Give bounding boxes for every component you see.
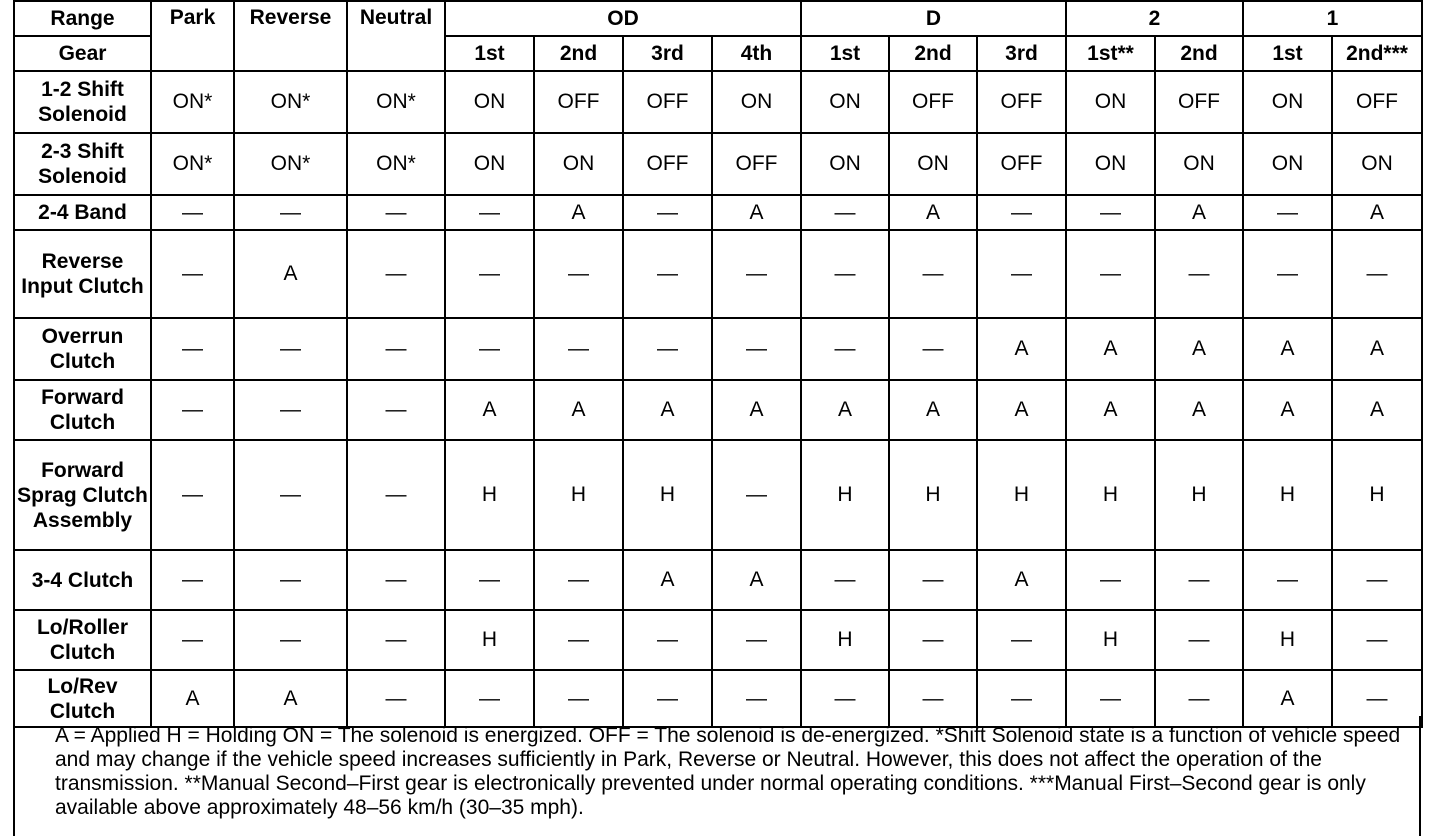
table-cell: —: [712, 318, 801, 380]
range-2: 2: [1066, 1, 1243, 36]
table-cell: A: [1243, 670, 1332, 727]
table-row: [14, 610, 1422, 670]
table-cell: ON: [445, 133, 534, 195]
table-cell: A: [1155, 318, 1243, 380]
table-cell: A: [1243, 318, 1332, 380]
table-cell: A: [234, 230, 347, 318]
table-cell: ON*: [234, 133, 347, 195]
table-cell: —: [1332, 230, 1422, 318]
table-cell: —: [151, 318, 234, 380]
table-cell: ON*: [347, 133, 445, 195]
table-cell: OFF: [623, 71, 712, 133]
table-cell: —: [234, 440, 347, 550]
table-cell: —: [977, 230, 1066, 318]
table-cell: A: [623, 550, 712, 610]
table-cell: —: [623, 610, 712, 670]
table-row: [14, 550, 1422, 610]
table-cell: —: [1155, 230, 1243, 318]
table-cell: A: [151, 670, 234, 727]
table-cell: —: [1155, 670, 1243, 727]
table-cell: ON: [1332, 133, 1422, 195]
table-cell: —: [445, 550, 534, 610]
row-label: 1-2 Shift Solenoid: [14, 71, 151, 133]
table-cell: —: [347, 670, 445, 727]
table-cell: A: [1155, 195, 1243, 230]
table-cell: —: [347, 195, 445, 230]
table-cell: A: [1066, 318, 1155, 380]
table-cell: ON: [1066, 133, 1155, 195]
table-cell: OFF: [977, 71, 1066, 133]
gear-cell: 3rd: [977, 36, 1066, 71]
table-cell: —: [151, 550, 234, 610]
table-row: [14, 318, 1422, 380]
table-cell: —: [623, 670, 712, 727]
table-cell: OFF: [889, 71, 977, 133]
table-cell: A: [534, 195, 623, 230]
table-row: [14, 71, 1422, 133]
table-cell: A: [623, 380, 712, 440]
table-cell: A: [889, 380, 977, 440]
range-reverse: Reverse: [234, 1, 347, 71]
table-cell: —: [445, 230, 534, 318]
table-cell: —: [151, 380, 234, 440]
table-cell: H: [1066, 440, 1155, 550]
table-cell: A: [1066, 380, 1155, 440]
table-cell: —: [347, 380, 445, 440]
footnote-text: A = Applied H = Holding ON = The solenoid is energized. OFF = The solenoid is de-energized. *Shift Solenoid state is a function of vehicle speed and may change if the vehicle speed increases sufficiently in Park, Reverse or Neutral. However, this does not affect the operation of the transmission. **Manual Second–First gear is electronically prevented under normal operating conditions. ***Manual First–Second gear is only available above approximately 48–56 km/h (30–35 mph).: [55, 724, 1401, 819]
table-cell: —: [234, 318, 347, 380]
table-cell: H: [1332, 440, 1422, 550]
table-cell: ON*: [347, 71, 445, 133]
range-od: OD: [445, 1, 801, 36]
table-cell: —: [1332, 610, 1422, 670]
table-cell: —: [889, 610, 977, 670]
table-cell: —: [623, 318, 712, 380]
table-cell: —: [445, 195, 534, 230]
table-cell: —: [712, 610, 801, 670]
table-cell: A: [801, 380, 889, 440]
gear-cell: 3rd: [623, 36, 712, 71]
range-1: 1: [1243, 1, 1422, 36]
row-label: 2-4 Band: [14, 195, 151, 230]
table-cell: A: [889, 195, 977, 230]
table-cell: ON*: [151, 71, 234, 133]
table-row: [14, 380, 1422, 440]
table-cell: —: [234, 380, 347, 440]
table-cell: —: [347, 230, 445, 318]
range-park: Park: [151, 1, 234, 71]
table-cell: —: [534, 670, 623, 727]
table-cell: —: [623, 230, 712, 318]
table-cell: —: [801, 195, 889, 230]
table-cell: A: [234, 670, 347, 727]
table-cell: H: [623, 440, 712, 550]
table-cell: A: [1332, 380, 1422, 440]
row-label: Lo/Rev Clutch: [14, 670, 151, 727]
table-cell: A: [1332, 318, 1422, 380]
gear-cell: 2nd***: [1332, 36, 1422, 71]
table-cell: —: [977, 195, 1066, 230]
table-cell: —: [234, 610, 347, 670]
table-cell: H: [1066, 610, 1155, 670]
table-cell: —: [801, 670, 889, 727]
table-cell: H: [801, 610, 889, 670]
table-cell: —: [445, 318, 534, 380]
table-cell: A: [977, 380, 1066, 440]
clutch-application-table: [13, 0, 1423, 728]
table-cell: —: [1332, 670, 1422, 727]
table-row: [14, 230, 1422, 318]
table-cell: —: [347, 440, 445, 550]
gear-cell: 2nd: [889, 36, 977, 71]
range-header-row: [14, 1, 1422, 36]
footnote-box: [13, 716, 1421, 836]
gear-label: Gear: [14, 36, 151, 71]
table-cell: —: [1066, 670, 1155, 727]
table-cell: OFF: [534, 71, 623, 133]
table-cell: A: [445, 380, 534, 440]
table-cell: —: [534, 230, 623, 318]
row-label: Overrun Clutch: [14, 318, 151, 380]
table-cell: ON: [534, 133, 623, 195]
row-label: 2-3 Shift Solenoid: [14, 133, 151, 195]
table-cell: ON*: [151, 133, 234, 195]
gear-cell: 1st: [801, 36, 889, 71]
table-cell: A: [712, 195, 801, 230]
table-cell: —: [1155, 550, 1243, 610]
table-cell: ON: [889, 133, 977, 195]
table-cell: ON: [1243, 133, 1332, 195]
range-label: Range: [14, 1, 151, 36]
table-cell: OFF: [977, 133, 1066, 195]
table-cell: H: [1243, 440, 1332, 550]
table-cell: ON: [1155, 133, 1243, 195]
table-cell: —: [1155, 610, 1243, 670]
table-cell: A: [712, 380, 801, 440]
table-cell: —: [534, 610, 623, 670]
table-cell: —: [801, 230, 889, 318]
table-cell: —: [1332, 550, 1422, 610]
table-cell: H: [801, 440, 889, 550]
table-cell: —: [1066, 195, 1155, 230]
table-row: [14, 195, 1422, 230]
gear-cell: 1st: [445, 36, 534, 71]
table-cell: ON*: [234, 71, 347, 133]
table-cell: A: [1332, 195, 1422, 230]
table-cell: —: [712, 670, 801, 727]
table-row: [14, 133, 1422, 195]
table-cell: —: [234, 195, 347, 230]
table-cell: —: [347, 610, 445, 670]
table-cell: OFF: [623, 133, 712, 195]
table-cell: ON: [1066, 71, 1155, 133]
table-row: [14, 440, 1422, 550]
table-cell: —: [889, 550, 977, 610]
table-cell: —: [151, 230, 234, 318]
table-cell: —: [889, 670, 977, 727]
row-label: Lo/Roller Clutch: [14, 610, 151, 670]
table-cell: —: [151, 195, 234, 230]
table-cell: A: [712, 550, 801, 610]
table-cell: OFF: [1332, 71, 1422, 133]
table-cell: H: [1243, 610, 1332, 670]
range-d: D: [801, 1, 1066, 36]
table-cell: —: [1243, 550, 1332, 610]
table-cell: H: [534, 440, 623, 550]
table-cell: ON: [1243, 71, 1332, 133]
table-cell: H: [1155, 440, 1243, 550]
table-cell: ON: [712, 71, 801, 133]
row-label: Forward Sprag Clutch Assembly: [14, 440, 151, 550]
table-cell: —: [534, 318, 623, 380]
table-cell: OFF: [712, 133, 801, 195]
row-label: 3-4 Clutch: [14, 550, 151, 610]
table-cell: —: [889, 230, 977, 318]
table-cell: A: [977, 550, 1066, 610]
table-cell: A: [977, 318, 1066, 380]
table-cell: H: [889, 440, 977, 550]
table-cell: A: [1155, 380, 1243, 440]
table-cell: —: [347, 318, 445, 380]
row-label: Forward Clutch: [14, 380, 151, 440]
table-cell: OFF: [1155, 71, 1243, 133]
row-label: Reverse Input Clutch: [14, 230, 151, 318]
table-cell: —: [1066, 230, 1155, 318]
table-cell: H: [445, 440, 534, 550]
table-cell: A: [534, 380, 623, 440]
table-cell: A: [1243, 380, 1332, 440]
table-cell: —: [445, 670, 534, 727]
gear-cell: 1st: [1243, 36, 1332, 71]
gear-cell: 2nd: [534, 36, 623, 71]
gear-cell: 2nd: [1155, 36, 1243, 71]
table-cell: H: [977, 440, 1066, 550]
table-cell: —: [801, 550, 889, 610]
table-cell: ON: [801, 133, 889, 195]
table-cell: —: [1243, 230, 1332, 318]
table-cell: H: [445, 610, 534, 670]
table-cell: —: [234, 550, 347, 610]
table-cell: —: [801, 318, 889, 380]
table-cell: —: [712, 230, 801, 318]
table-cell: —: [534, 550, 623, 610]
table-cell: ON: [801, 71, 889, 133]
table-cell: —: [347, 550, 445, 610]
table-cell: —: [151, 440, 234, 550]
table-cell: —: [889, 318, 977, 380]
table-cell: —: [1066, 550, 1155, 610]
table-cell: —: [623, 195, 712, 230]
range-neutral: Neutral: [347, 1, 445, 71]
gear-cell: 4th: [712, 36, 801, 71]
table-cell: —: [977, 670, 1066, 727]
table-cell: —: [712, 440, 801, 550]
gear-cell: 1st**: [1066, 36, 1155, 71]
table-cell: —: [151, 610, 234, 670]
table-cell: —: [1243, 195, 1332, 230]
table-cell: ON: [445, 71, 534, 133]
table-cell: —: [977, 610, 1066, 670]
